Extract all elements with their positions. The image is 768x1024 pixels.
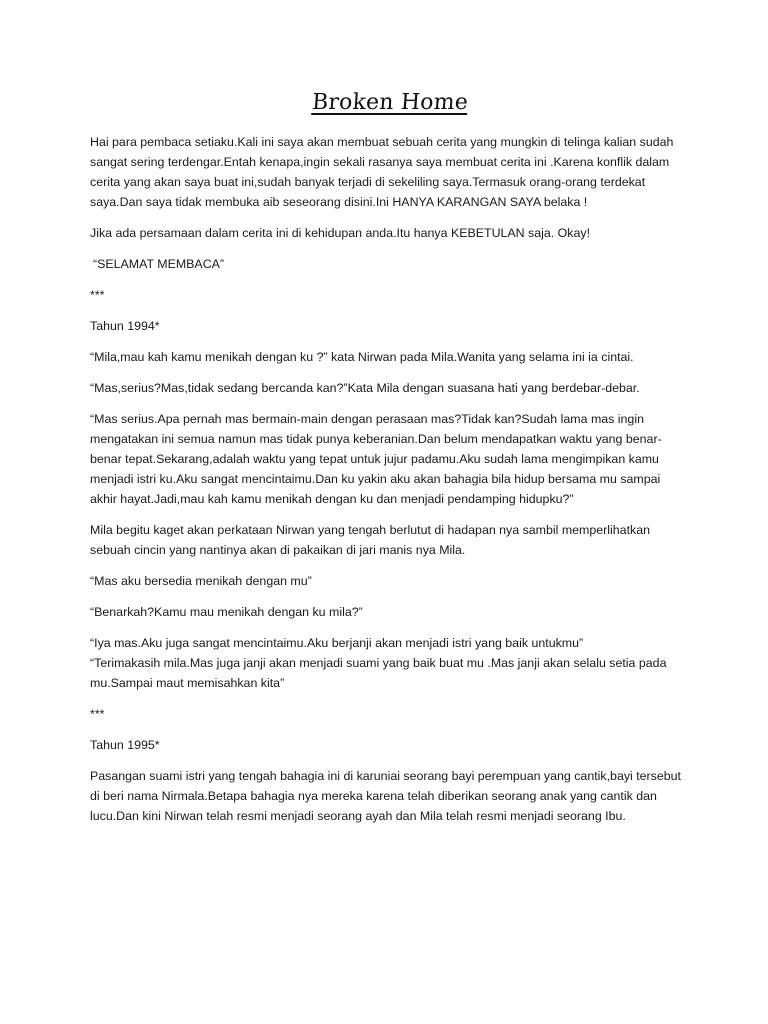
paragraph-intro: Hai para pembaca setiaku.Kali ini saya akan membuat sebuah cerita yang mungkin di telinga kalian sudah sangat sering terdengar.Entah kenapa,ingin sekali rasanya saya membuat cerita ini .Karena konflik dalam cerita yang akan saya buat ini,sudah banyak terjadi di sekeliling saya.Termasuk orang-orang terdekat saya.Dan saya tidak membuka aib seseorang disini.Ini HANYA KARANGAN SAYA belaka ! (90, 135, 674, 209)
paragraph-narration: Mila begitu kaget akan perkataan Nirwan yang tengah berlutut di hadapan nya sambil memperlihatkan sebuah cincin yang nantinya akan di pakaikan di jari manis nya Mila. (90, 523, 650, 557)
paragraph-dialogue: “Benarkah?Kamu mau menikah dengan ku mila?” (90, 605, 363, 619)
section-heading-1994: Tahun 1994* (90, 319, 160, 333)
paragraph-disclaimer: Jika ada persamaan dalam cerita ini di kehidupan anda.Itu hanya KEBETULAN saja. Okay! (90, 226, 591, 240)
section-separator: *** (90, 707, 105, 721)
section-separator: *** (90, 288, 105, 302)
paragraph-selamat-membaca: “SELAMAT MEMBACA” (93, 257, 225, 271)
paragraph-dialogue: “Mas,serius?Mas,tidak sedang bercanda kan?”Kata Mila dengan suasana hati yang berdebar-debar. (90, 381, 640, 395)
paragraph-dialogue: “Mas serius.Apa pernah mas bermain-main dengan perasaan mas?Tidak kan?Sudah lama mas ingin mengatakan ini semua namun mas tidak punya keberanian.Dan belum mendapatkan waktu yang benar-benar tepat.Sekarang,adalah waktu yang tepat untuk jujur padamu.Aku sudah lama mengimpikan kamu menjadi istri ku.Aku sangat mencintaimu.Dan ku yakin aku akan bahagia bila hidup bersama mu sampai akhir hayat.Jadi,mau kah kamu menikah dengan ku dan menjadi pendamping hidupku?” (90, 412, 662, 506)
paragraph-narration: Pasangan suami istri yang tengah bahagia ini di karuniai seorang bayi perempuan yang cantik,bayi tersebut di beri nama Nirmala.Betapa bahagia nya mereka karena telah diberikan seorang anak yang cantik dan lucu.Dan kini Nirwan telah resmi menjadi seorang ayah dan Mila telah resmi menjadi seorang Ibu. (90, 769, 681, 823)
section-heading-1995: Tahun 1995* (90, 738, 160, 752)
paragraph-dialogue: “Terimakasih mila.Mas juga janji akan menjadi suami yang baik buat mu .Mas janji akan selalu setia pada mu.Sampai maut memisahkan kita” (90, 656, 667, 690)
title-wrap (90, 88, 690, 118)
document-body (90, 88, 690, 837)
paragraph-dialogue: “Mas aku bersedia menikah dengan mu” (90, 574, 312, 588)
document-title: Broken Home (311, 90, 469, 115)
paragraph-dialogue: “Mila,mau kah kamu menikah dengan ku ?” kata Nirwan pada Mila.Wanita yang selama ini ia cintai. (90, 350, 634, 364)
paragraph-dialogue: “Iya mas.Aku juga sangat mencintaimu.Aku berjanji akan menjadi istri yang baik untukmu” (90, 636, 584, 650)
